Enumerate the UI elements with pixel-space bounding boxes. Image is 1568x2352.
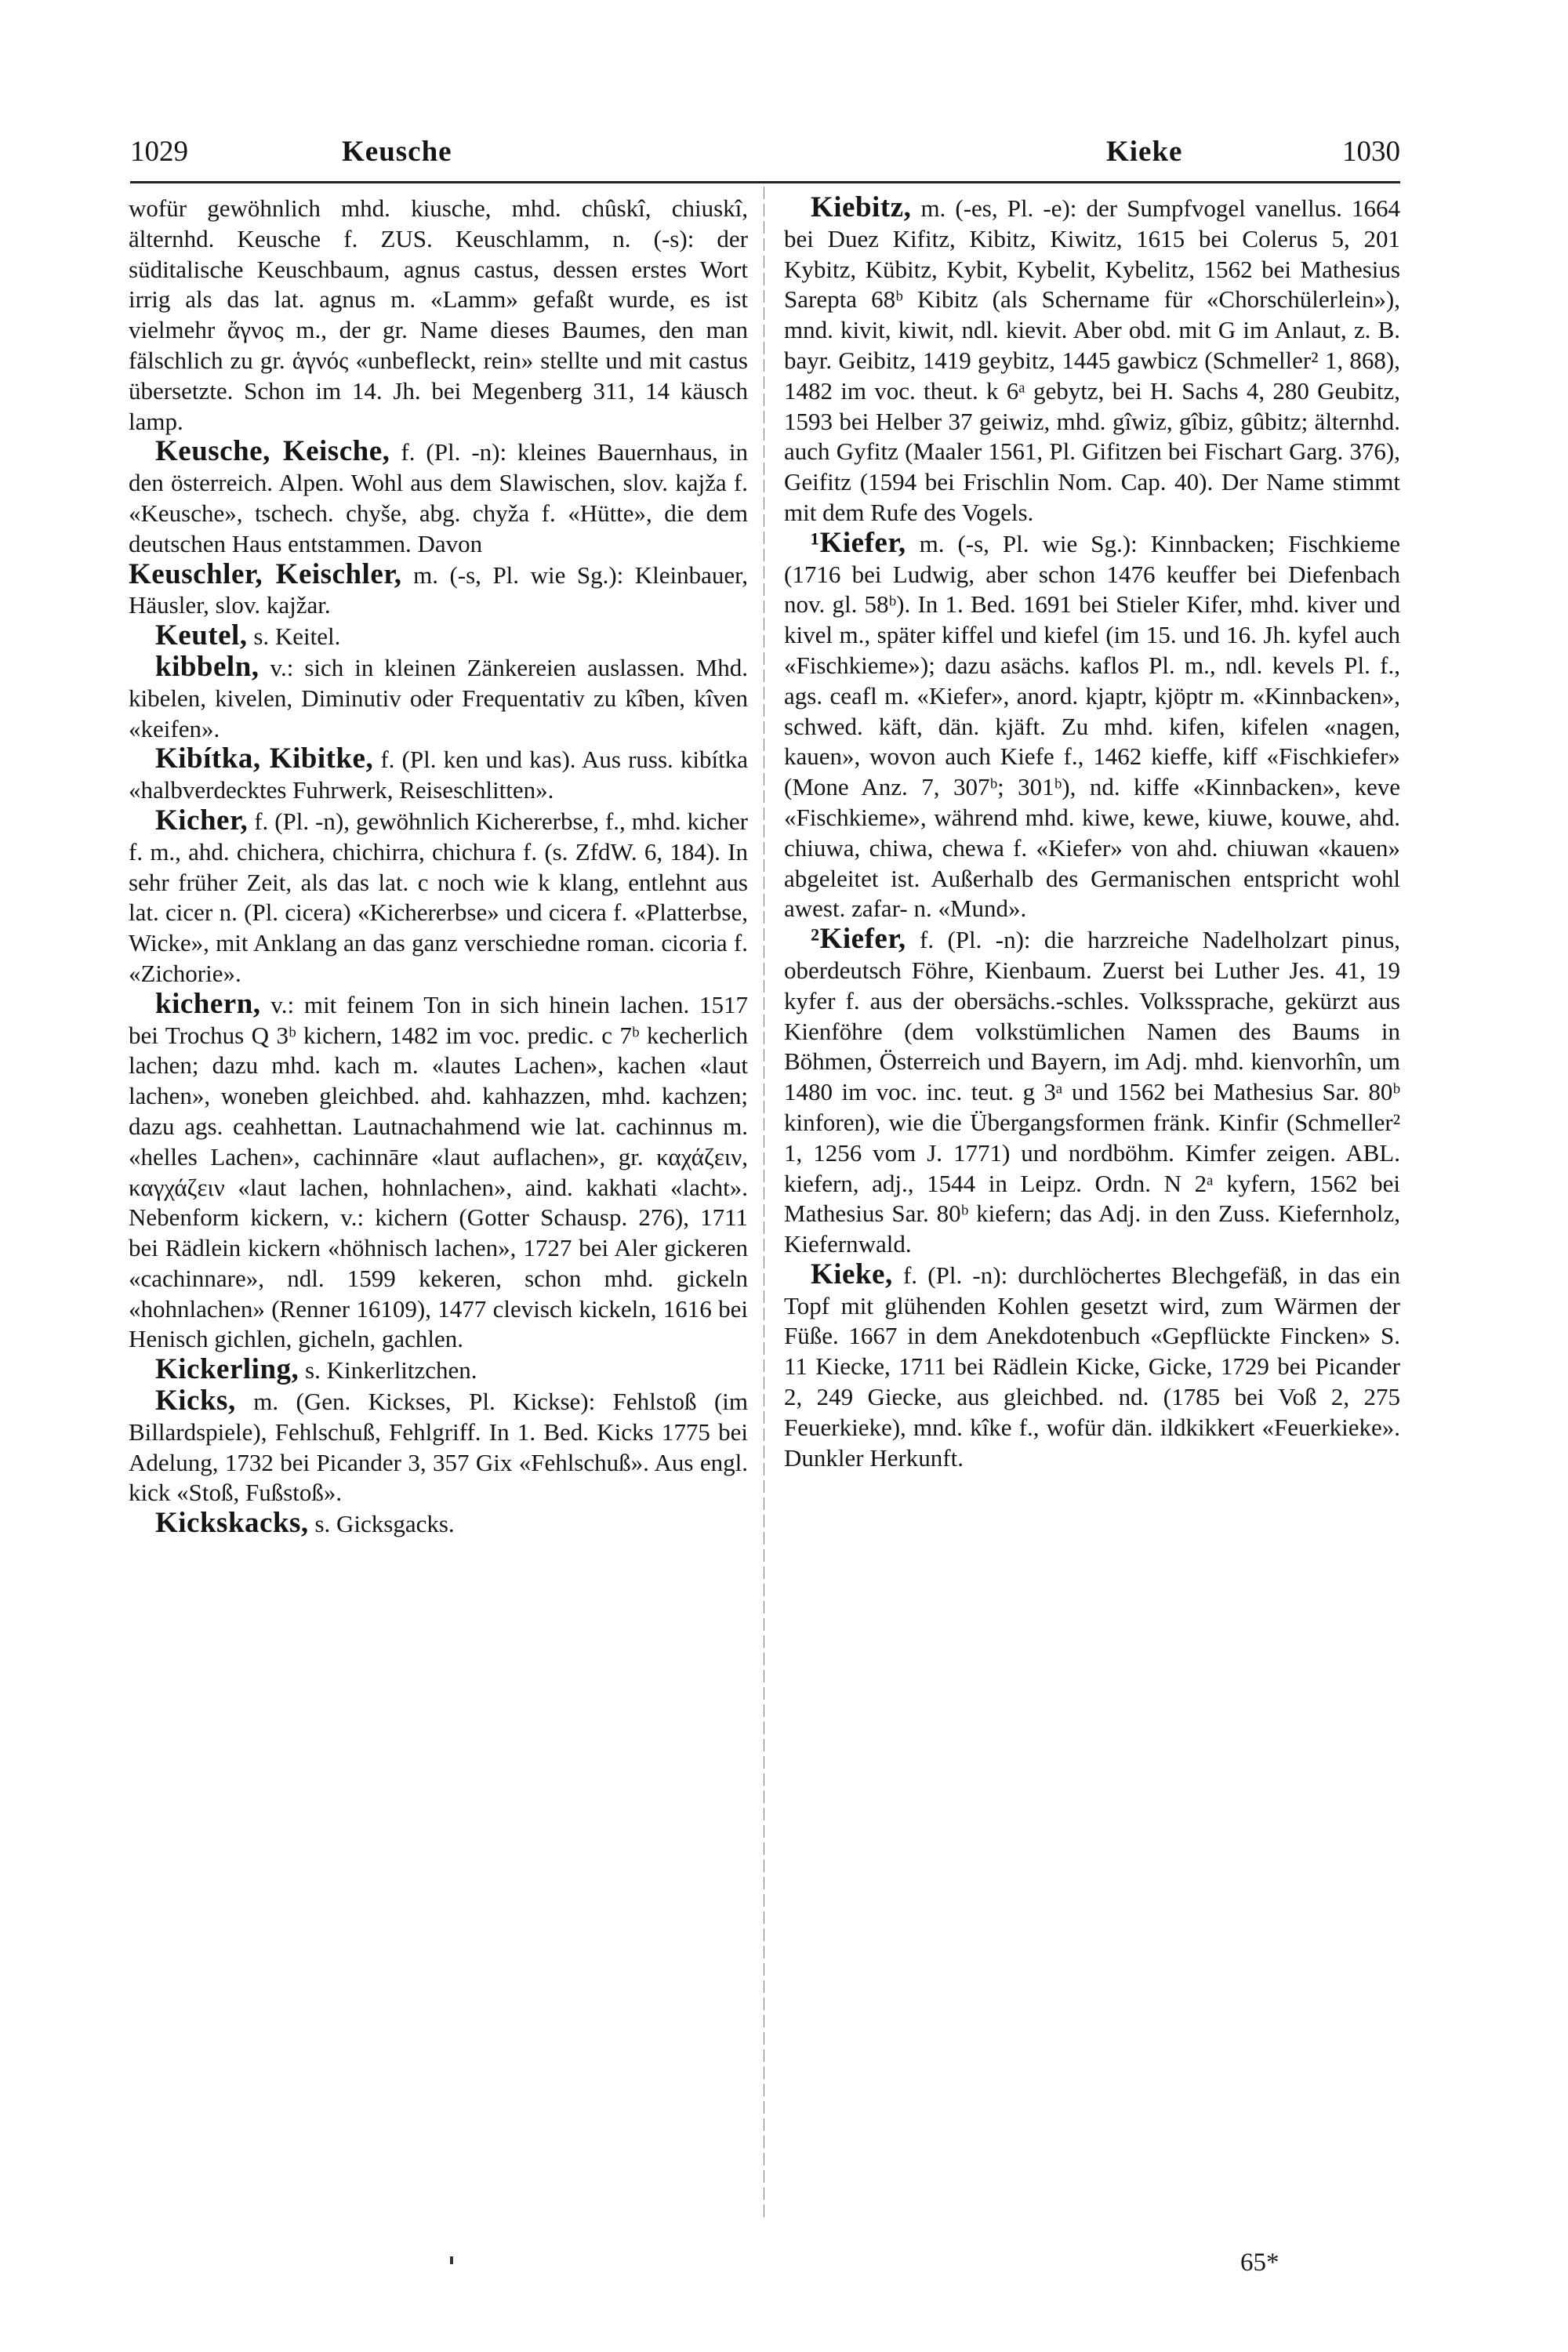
entry-text: m. (-es, Pl. -e): der Sumpfvogel vanellus. 1664 bei Duez Kifitz, Kibitz, Kiwitz, 1615 bei Colerus 5, 201 Kybitz, Kübitz, Kybit, Kybelit, Kybelitz, 1562 bei Mathesius Sarepta 68ᵇ Kibitz (als Schername für «Chorschülerlein»), mnd. kivit, kiwit, ndl. kievit. Aber obd. mit G im Anlaut, z. B. bayr. Geibitz, 1419 geybitz, 1445 gawbicz (Schmeller² 1, 868), 1482 im voc. theut. k 6ᵃ gebytz, bei H. Sachs 4, 280 Geubitz, 1593 bei Helber 37 geiwiz, mhd. gîwiz, gîbiz, gûbitz; älternhd. auch Gyfitz (Maaler 1561, Pl. Gifitzen bei Fischart Garg. 376), Geifitz (1594 bei Frischlin Nom. Cap. 40). Der Name stimmt mit dem Rufe des Vogels. [784, 194, 1400, 526]
left-column [129, 193, 748, 1540]
entry-lemma: Kickerling, [155, 1353, 299, 1386]
entry-text: f. (Pl. -n): kleines Bauernhaus, in den österreich. Alpen. Wohl aus dem Slawischen, slov. kajža f. «Keusche», tschech. chyše, abg. chyža f. «Hütte», die dem deutschen Haus entstammen. Davon [129, 438, 749, 557]
dictionary-entry [784, 193, 1400, 528]
entry-text: v.: sich in kleinen Zänkereien auslassen. Mhd. kibelen, kivelen, Diminutiv oder Frequentativ zu kîben, kîven «keifen». [129, 653, 748, 742]
printer-mark [450, 2256, 453, 2264]
dictionary-entry [129, 193, 748, 437]
dictionary-entry [129, 1386, 748, 1508]
entry-lemma: Kiebitz, [811, 191, 912, 223]
entry-text: s. Keitel. [253, 622, 341, 651]
entry-lemma: ²Kiefer, [811, 923, 906, 956]
dictionary-entry [129, 652, 748, 744]
entry-text: f. (Pl. -n): die harzreiche Nadelholzart pinus, oberdeutsch Föhre, Kienbaum. Zuerst bei Luther Jes. 41, 19 kyfer f. aus der obersächs.-schles. Volkssprache, gekürzt aus Kienföhre (dem volkstümlichen Namen des Baums in Böhmen, Österreich und Bayern, im Adj. mhd. kienvorhîn, um 1480 im voc. inc. teut. g 3ᵃ und 1562 bei Mathesius Sar. 80ᵇ kinforen), wie die Übergangsformen fränk. Kinfir (Schmeller² 1, 1256 vom J. 1771) und nordböhm. Kimfer zeigen. ABL. kiefern, adj., 1544 in Leipz. Ordn. N 2ᵃ kyfern, 1562 bei Mathesius Sar. 80ᵇ kiefern; das Adj. in den Zuss. Kiefernholz, Kiefernwald. [784, 926, 1401, 1258]
guide-word-right: Kieke [1106, 136, 1183, 168]
entry-lemma: Kieke, [811, 1258, 893, 1290]
page-number-right: 1030 [1342, 136, 1400, 168]
entry-text: f. (Pl. -n), gewöhnlich Kichererbse, f., mhd. kicher f. m., ahd. chichera, chichirra, chichura f. (s. ZfdW. 6, 184). In sehr früher Zeit, als das lat. c noch wie k klang, entlehnt aus lat. cicer n. (Pl. cicera) «Kichererbse» und cicera f. «Platterbse, Wicke», mit Anklang an das ganz verschiedne roman. cicoria f. «Zichorie». [129, 807, 749, 987]
page-number-left: 1029 [130, 136, 188, 168]
dictionary-entry [129, 1355, 748, 1386]
entry-text: s. Gicksgacks. [314, 1510, 455, 1538]
entry-lemma: Keutel, [155, 619, 248, 652]
entry-lemma: kibbeln, [155, 650, 260, 683]
running-header [130, 135, 1400, 174]
entry-text: s. Kinkerlitzchen. [305, 1356, 477, 1385]
entry-lemma: kichern, [155, 987, 261, 1020]
dictionary-entry [129, 557, 749, 622]
entry-lemma: Kicks, [155, 1385, 236, 1417]
entry-text: m. (-s, Pl. wie Sg.): Kinnbacken; Fischkieme (1716 bei Ludwig, aber schon 1476 keuffer bei Diefenbach nov. gl. 58ᵇ). In 1. Bed. 1691 bei Stieler Kifer, mhd. kiver und kivel m., später kiffel und kiefel (im 15. und 16. Jh. kyfel auch «Fischkieme»); dazu asächs. kaflos Pl. m., ndl. kevels Pl. f., ags. ceafl m. «Kiefer», anord. kjaptr, kjöptr m. «Kinnbacken», schwed. käft, dän. kjäft. Zu mhd. kifen, kifelen «nagen, kauen», wovon auch Kiefe f., 1462 kieffe, kiff «Fischkiefer» (Mone Anz. 7, 307ᵇ; 301ᵇ), nd. kiffe «Kinnbacken», keve «Fischkieme», während mhd. kiwe, kewe, kiuwe, kouwe, ahd. chiuwa, chiwa, chewa f. «Kiefer» von ahd. chiuwan «kauen» abgeleitet ist. Außerhalb des Germanischen entspricht wohl awest. zafar- n. «Mund». [784, 529, 1400, 923]
dictionary-entry [129, 806, 748, 989]
entry-lemma: Keusche, Keische, [155, 435, 390, 468]
dictionary-entry [129, 1508, 748, 1540]
entry-text: v.: mit feinem Ton in sich hinein lachen. 1517 bei Trochus Q 3ᵇ kichern, 1482 im voc. predic. c 7ᵇ kecherlich lachen; dazu mhd. kach m. «lautes Lachen», kachen «laut lachen», woneben gleichbed. ahd. kahhazzen, mhd. kachzen; dazu ags. ceahhettan. Lautnachahmend wie lat. cachinnus m. «helles Lachen», cachinnāre «laut auflachen», gr. καχάζειν, καγχάζειν «laut lachen, hohnlachen», aind. kakhati «lacht». Nebenform kickern, v.: kichern (Gotter Schausp. 276), 1711 bei Rädlein kickern «höhnisch lachen», 1727 bei Aler gickeren «cachinnare», ndl. 1599 kekeren, schon mhd. gickeln «hohnlachen» (Renner 16109), 1477 clevisch kickeln, 1616 bei Henisch gichlen, gicheln, gachlen. [129, 990, 748, 1353]
guide-word-left: Keusche [342, 136, 452, 168]
entry-lemma: Keuschler, Keischler, [129, 557, 402, 590]
right-column [784, 193, 1400, 1473]
dictionary-entry [129, 989, 748, 1356]
dictionary-entry [129, 437, 748, 559]
entry-lemma: ¹Kiefer, [811, 526, 906, 559]
entry-text: m. (-s, Pl. wie Sg.): Kleinbauer, Häusler, slov. kajžar. [129, 561, 749, 619]
entry-text: f. (Pl. -n): durchlöchertes Blechgefäß, in das ein Topf mit glühenden Kohlen gesetzt wird, zum Wärmen der Füße. 1667 in dem Anekdotenbuch «Gepflückte Fincken» S. 11 Kiecke, 1711 bei Rädlein Kicke, Gicke, 1729 bei Picander 2, 249 Giecke, aus gleichbed. nd. (1785 bei Voß 2, 275 Feuerkieke), mnd. kîke f., wofür dän. ildkikkert «Feuerkieke». Dunkler Herkunft. [784, 1261, 1400, 1472]
dictionary-entry [129, 744, 748, 806]
header-rule [130, 181, 1400, 183]
entry-text: f. (Pl. ken und kas). Aus russ. kibítka «halbverdecktes Fuhrwerk, Reiseschlitten». [129, 746, 748, 804]
dictionary-entry [784, 924, 1400, 1260]
dictionary-entry [784, 1260, 1400, 1474]
entry-lemma: Kicher, [155, 804, 249, 837]
dictionary-entry [784, 528, 1400, 924]
entry-lemma: Kibítka, Kibitke, [155, 742, 374, 775]
entry-lemma: Kickskacks, [155, 1507, 309, 1540]
dictionary-entry [129, 621, 748, 652]
signature-mark: 65* [1240, 2249, 1279, 2277]
entry-text: wofür gewöhnlich mhd. kiusche, mhd. chûskî, chiuskî, älternhd. Keusche f. ZUS. Keuschlamm, n. (-s): der süditalische Keuschbaum, agnus castus, dessen erstes Wort irrig als das lat. agnus m. «Lamm» gefaßt wurde, es ist vielmehr ἄγνος m., der gr. Name dieses Baumes, den man fälschlich zu gr. ἁγνός «unbefleckt, rein» stellte und mit castus übersetzte. Schon im 14. Jh. bei Megenberg 311, 14 käusch lamp. [129, 194, 748, 435]
entry-text: m. (Gen. Kickses, Pl. Kickse): Fehlstoß (im Billardspiele), Fehlschuß, Fehlgriff. In 1. Bed. Kicks 1775 bei Adelung, 1732 bei Picander 3, 357 Gix «Fehlschuß». Aus engl. kick «Stoß, Fußstoß». [129, 1388, 748, 1507]
